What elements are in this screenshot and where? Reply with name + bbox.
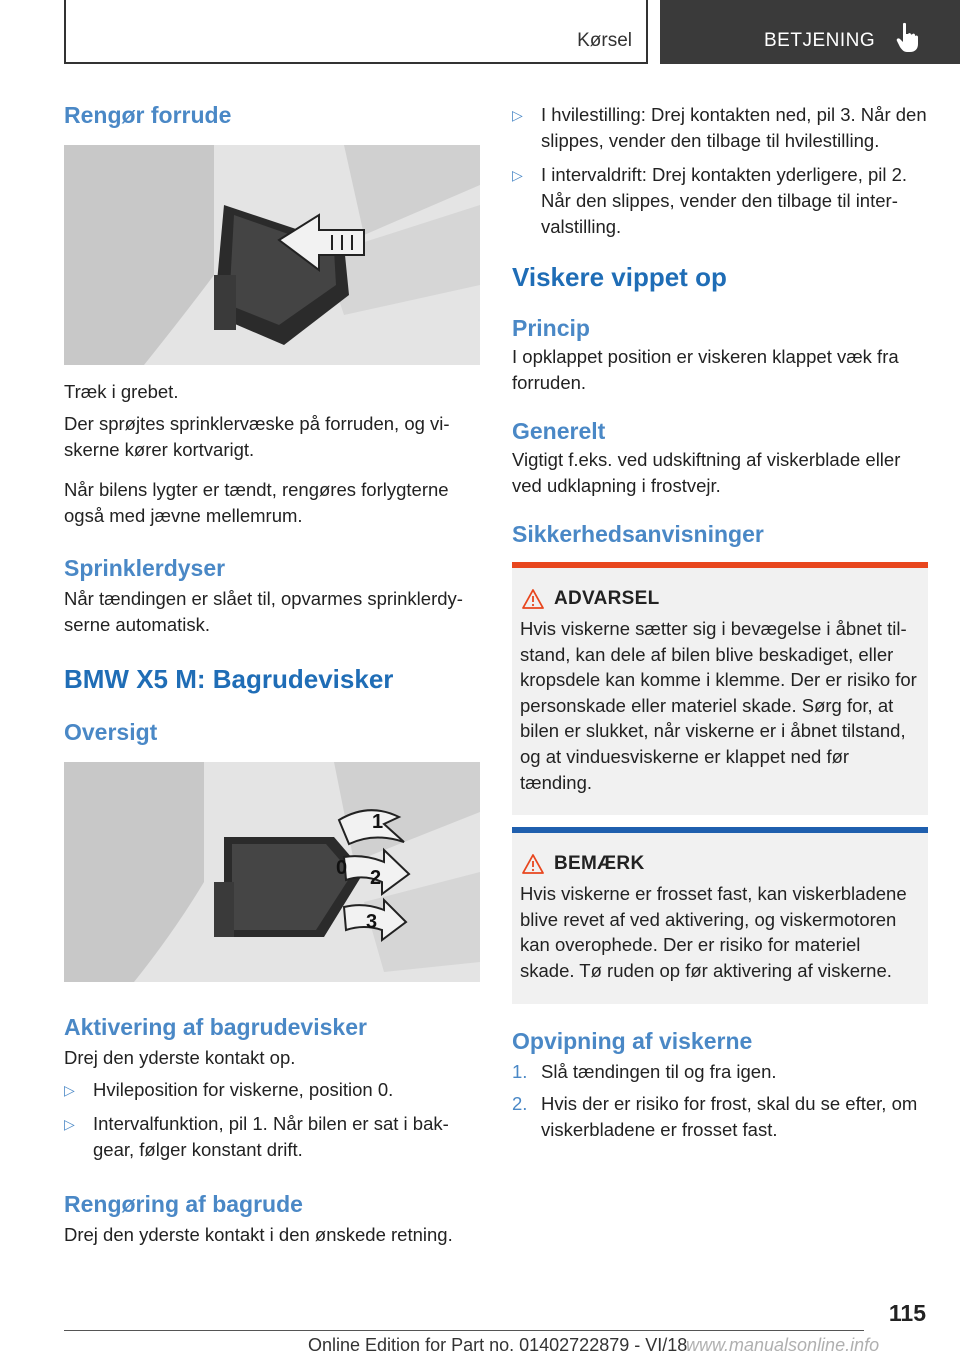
page-number: 115	[888, 1300, 926, 1326]
fig-label-1: 1	[372, 811, 384, 833]
fig-label-0: 0	[336, 857, 348, 879]
fig-label-3: 3	[366, 911, 378, 933]
footer-rule	[64, 1330, 864, 1331]
left-column	[64, 100, 480, 1248]
paragraph-drej: Drej den yderste kontakt op.	[64, 1047, 296, 1068]
paragraph-sprojtes: Der sprøjtes sprinklervæske på forruden, og viskerne kører kortvarigt.	[64, 413, 450, 460]
wiper-stalk-rotate-illustration	[64, 762, 480, 982]
warning-callout	[512, 562, 928, 815]
paragraph-sprinkler: Når tændingen er slået til, opvarmes sprinklerdyserne automatisk.	[64, 588, 463, 635]
triangle-bullet-icon: ▷	[512, 107, 523, 123]
footer-edition: Online Edition for Part no. 01402722879 - VI/18	[308, 1335, 688, 1355]
list-item: ▷ Intervalfunktion, pil 1. Når bilen er sat i bakgear, følger konstant drift.	[64, 1113, 449, 1160]
heading-rengor-forrude: Rengør forrude	[64, 102, 232, 128]
heading-sprinklerdyser: Sprinklerdyser	[64, 555, 226, 581]
figure-wiper-stalk-pull	[64, 145, 480, 365]
paragraph-traek: Træk i grebet.	[64, 381, 179, 402]
warning-triangle-icon	[522, 854, 544, 874]
list-item: ▷ I hvilestilling: Drej kontakten ned, pil 3. Når den slippes, vender den tilbage til hvilestilling.	[512, 104, 927, 151]
header-section-title: Kørsel	[577, 30, 632, 51]
heading-aktivering: Aktivering af bagrudevisker	[64, 1014, 367, 1040]
note-title: BEMÆRK	[554, 853, 645, 875]
triangle-bullet-icon: ▷	[512, 167, 523, 183]
fig-label-2: 2	[370, 867, 382, 889]
heading-princip: Princip	[512, 315, 590, 341]
warning-title: ADVARSEL	[554, 588, 660, 609]
aktivering-bullet-list	[64, 1077, 480, 1163]
wiper-stalk-pull-illustration	[64, 145, 480, 365]
heading-opvipning: Opvipning af viskerne	[512, 1027, 753, 1054]
paragraph-lygter: Når bilens lygter er tændt, rengøres forlygterne også med jævne mellemrum.	[64, 479, 449, 526]
figure-wiper-stalk-rotate	[64, 762, 480, 982]
heading-sikkerhed: Sikkerhedsanvisninger	[512, 521, 764, 547]
list-item: ▷ I intervaldrift: Drej kontakten yderligere, pil 2. Når den slippes, vender den tilbage til intervalstilling.	[512, 164, 908, 237]
note-callout	[512, 827, 928, 1003]
right-column	[512, 100, 928, 1143]
right-bullet-list	[512, 102, 928, 240]
triangle-bullet-icon: ▷	[64, 1082, 75, 1098]
warning-text: Hvis viskerne sætter sig i bevægelse i åbnet tilstand, kan dele af bilen blive beskadiget, eller kropsdele kan komme i klemme. Der er risiko for personskade eller materiel skade. Sørg for, at bilen er slukket, når viskerne er i åbnet tilstand, og at vinduesviskerne er klappet ned før tænding.	[520, 618, 917, 793]
heading-oversigt: Oversigt	[64, 719, 158, 745]
triangle-bullet-icon: ▷	[64, 1116, 75, 1132]
heading-viskere-vippet: Viskere vippet op	[512, 262, 727, 292]
header-chapter-title: BETJENING	[764, 30, 876, 51]
paragraph-princip: I opklappet position er viskeren klappet væk fra forruden.	[512, 346, 899, 393]
header-chapter-box	[660, 0, 960, 64]
heading-generelt: Generelt	[512, 418, 606, 444]
heading-bagrudevisker: BMW X5 M: Bagrudevisker	[64, 664, 394, 694]
opvipning-steps	[512, 1059, 928, 1143]
note-text: Hvis viskerne er frosset fast, kan viskerbladene blive revet af ved aktivering, og viskermotoren kan overophede. Der er risiko for materiel skade. Tø ruden op før aktivering af viskerne.	[520, 883, 907, 981]
list-item: ▷ Hvileposition for viskerne, position 0.	[64, 1077, 480, 1103]
list-item: 2. Hvis der er risiko for frost, skal du se efter, om viskerbladene er frosset fast.	[512, 1092, 918, 1140]
list-item: 1. Slå tændingen til og fra igen.	[512, 1060, 777, 1082]
watermark: www.manualsonline.info	[686, 1335, 880, 1355]
pointing-hand-icon	[896, 22, 918, 52]
header-section-box	[64, 0, 648, 64]
paragraph-generelt: Vigtigt f.eks. ved udskiftning af viskerblade eller ved udklapning i frostvejr.	[512, 449, 901, 496]
warning-triangle-icon	[522, 589, 544, 609]
heading-rengoring-bagrude: Rengøring af bagrude	[64, 1191, 303, 1217]
paragraph-drej2: Drej den yderste kontakt i den ønskede retning.	[64, 1224, 453, 1245]
